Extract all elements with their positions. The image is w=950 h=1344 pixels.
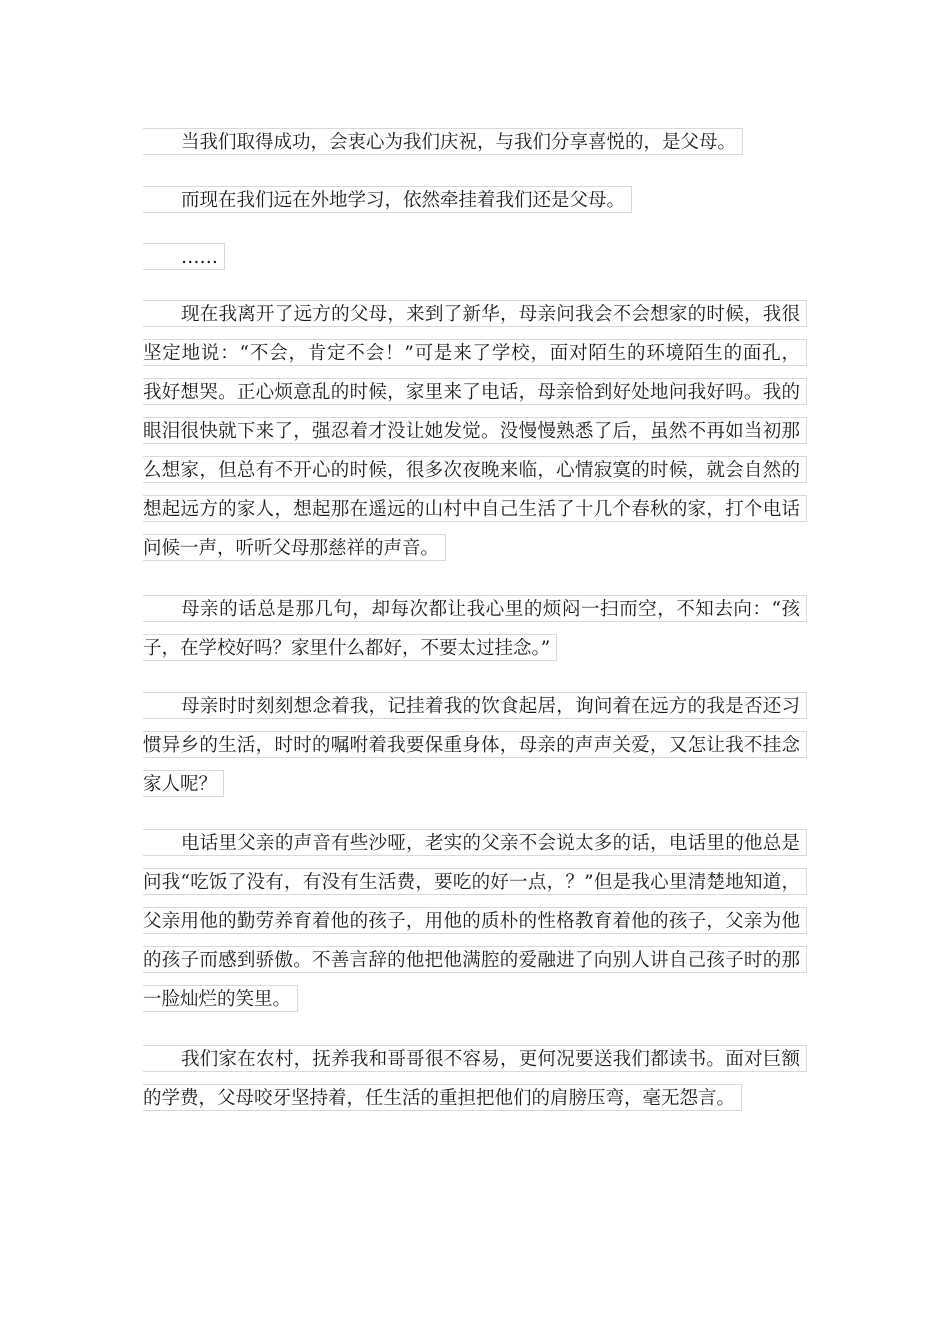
text-line xyxy=(143,731,807,770)
paragraph-6 xyxy=(143,692,807,809)
text-line xyxy=(143,1084,807,1123)
text-line-content: 子，在学校好吗？家里什么都好，不要太过挂念。” xyxy=(143,634,557,661)
text-line xyxy=(143,595,807,634)
text-line-content: 而现在我们远在外地学习，依然牵挂着我们还是父母。 xyxy=(143,186,632,213)
text-line-content: 母亲的话总是那几句，却每次都让我心里的烦闷一扫而空，不知去向：“孩 xyxy=(143,595,807,622)
text-line xyxy=(143,534,807,573)
text-line-content: 问候一声，听听父母那慈祥的声音。 xyxy=(143,534,446,561)
text-line xyxy=(143,300,807,339)
text-line-content: 想起远方的家人，想起那在遥远的山村中自己生活了十几个春秋的家，打个电话 xyxy=(143,495,807,522)
text-line-content: 眼泪很快就下来了，强忍着才没让她发觉。没慢慢熟悉了后，虽然不再如当初那 xyxy=(143,417,807,444)
text-line xyxy=(143,770,807,809)
paragraph-3 xyxy=(143,243,807,282)
text-line xyxy=(143,186,807,225)
text-line-content: 电话里父亲的声音有些沙哑，老实的父亲不会说太多的话，电话里的他总是 xyxy=(143,829,807,856)
text-line xyxy=(143,1045,807,1084)
text-line xyxy=(143,634,807,673)
paragraph-7 xyxy=(143,829,807,1024)
text-line xyxy=(143,829,807,868)
text-line xyxy=(143,378,807,417)
text-line xyxy=(143,339,807,378)
text-line xyxy=(143,243,807,282)
text-line-content: 坚定地说：“不会，肯定不会！”可是来了学校，面对陌生的环境陌生的面孔， xyxy=(143,339,807,366)
text-line-content: 的孩子而感到骄傲。不善言辞的他把他满腔的爱融进了向别人讲自己孩子时的那 xyxy=(143,946,807,973)
text-line-content: 么想家，但总有不开心的时候，很多次夜晚来临，心情寂寞的时候，就会自然的 xyxy=(143,456,807,483)
text-line-content: 一脸灿烂的笑里。 xyxy=(143,985,298,1012)
text-line-content: 问我“吃饭了没有，有没有生活费，要吃的好一点，？”但是我心里清楚地知道， xyxy=(143,868,807,895)
text-line-content: 我们家在农村，抚养我和哥哥很不容易，更何况要送我们都读书。面对巨额 xyxy=(143,1045,807,1072)
text-line-content: 的学费，父母咬牙坚持着，任生活的重担把他们的肩膀压弯，毫无怨言。 xyxy=(143,1084,742,1111)
paragraph-4 xyxy=(143,300,807,573)
paragraph-5 xyxy=(143,595,807,673)
text-line-content: 现在我离开了远方的父母，来到了新华，母亲问我会不会想家的时候，我很 xyxy=(143,300,807,327)
paragraph-8 xyxy=(143,1045,807,1123)
text-line xyxy=(143,692,807,731)
text-line-content: 父亲用他的勤劳养育着他的孩子，用他的质朴的性格教育着他的孩子，父亲为他 xyxy=(143,907,807,934)
text-line-content: 惯异乡的生活，时时的嘱咐着我要保重身体，母亲的声声关爱，又怎让我不挂念 xyxy=(143,731,807,758)
paragraph-2 xyxy=(143,186,807,225)
text-line-content: 母亲时时刻刻想念着我，记挂着我的饮食起居，询问着在远方的我是否还习 xyxy=(143,692,807,719)
text-line-content: 当我们取得成功，会衷心为我们庆祝，与我们分享喜悦的，是父母。 xyxy=(143,128,743,155)
text-line xyxy=(143,495,807,534)
text-line-content: 家人呢？ xyxy=(143,770,224,797)
paragraph-1 xyxy=(143,128,807,167)
text-line xyxy=(143,128,807,167)
text-line xyxy=(143,456,807,495)
text-line-content: …… xyxy=(143,243,225,270)
text-line xyxy=(143,985,807,1024)
text-line xyxy=(143,868,807,907)
text-line xyxy=(143,417,807,456)
text-line xyxy=(143,946,807,985)
text-line-content: 我好想哭。正心烦意乱的时候，家里来了电话，母亲恰到好处地问我好吗。我的 xyxy=(143,378,807,405)
text-line xyxy=(143,907,807,946)
